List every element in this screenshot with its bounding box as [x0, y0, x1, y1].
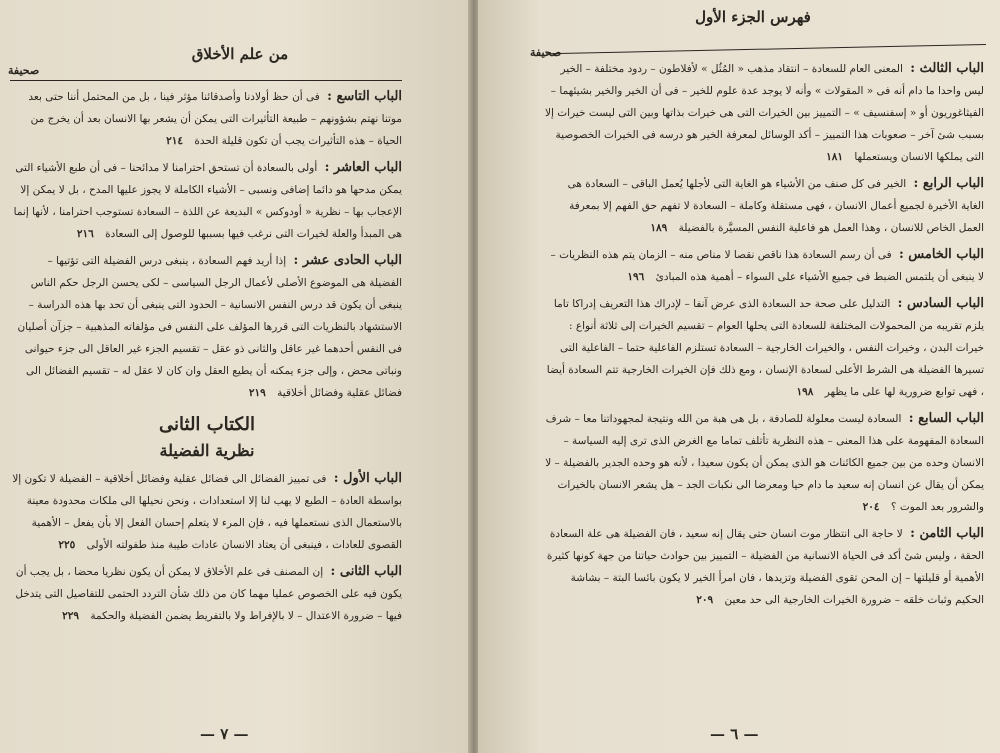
section-heading: نظرية الفضيلة [159, 441, 255, 460]
page-number: ١٩٨ [796, 386, 814, 398]
chapter-title: الباب الثانى : [330, 564, 402, 579]
toc-entry [544, 293, 984, 403]
chapter-summary: فى أن حظ أولادنا وأصدقائنا مؤثر فينا ، بل من المحتمل أننا حتى بعد موتنا نهتم بشؤونهم – طبيعة التأثيرات التى يمكن أن يشعر بها الانسان بعد أن يخرج من الحياة – هذه التأثيرات يجب أن تكون قليلة الحدة [28, 91, 402, 147]
chapter-title: الباب الحادى عشر : [293, 253, 402, 268]
toc-entry [12, 86, 402, 152]
chapter-summary: إذا أريد فهم السعادة ، ينبغى درس الفضيلة التى تؤتيها – الفضيلة هى الموضوع الأصلى لأعمال الرجل السياسى – لكى يحسن الرجل حكم الناس ينبغى أن يكون قد درس النفس الانسانية – الحدود التى ينبغى أن تحد بها هذه الدراسة – الاستشهاد بالنظريات التى قررها المؤلف على النفس فى مؤلفاته المذهبية – جزآن أصليان فى النفس أحدهما غير عاقل والثانى ذو عقل – تقسيم الجزء غير العاقل الى جزء حيوانى ونباتى محض ، وإلى جزء يمكنه أن يطيع العقل وان كان لا عقل له – تقسيم الفضائل الى فضائل عقلية وفضائل أخلاقية [17, 255, 402, 399]
page-number: ٢٠٩ [696, 594, 714, 606]
toc-entry [544, 408, 984, 518]
chapter-summary: السعادة ليست معلولة للصادفة ، بل هى هبة من الله ونتيجة لمجهوداتنا معا – شرف السعادة المفهومة على هذا المعنى – هذه النظرية تأتلف تماما مع الغرض الذى ترى إليه السياسة – الانسان وحده من بين جميع الكائنات هو الذى يمكن أن يكون سعيدا ، لأنه هو وحده الجدير بالفضيلة – لا يمكن أن يقال عن انسان إنه سعيد ما دام حيا ومعرضا الى نكبات الجد – هل يشعر الانسان بالخيرات والشرور بعد الموت ؟ [545, 413, 984, 513]
left-page [0, 0, 470, 753]
chapter-summary: لا حاجة الى انتظار موت انسان حتى يقال إنه سعيد ، فان الفضيلة هى علة السعادة الحقة ، وليس شئ أكد فى الحياة الانسانية من الفضيلة – التمييز بين حوادث حياتنا من جهة كونها كثيرة الأهمية أو قليلتها – إن المحن تقوى الفضيلة وتزيدها ، فان امرأ الخير لا يكون بائسا البتة – بشاشة الحكيم وثبات خلقه – ضرورة الخيرات الخارجية الى حد معين [546, 528, 984, 606]
chapter-title: الباب التاسع : [327, 89, 402, 104]
page-number: ٢٢٥ [58, 539, 76, 551]
chapter-title: الباب الرابع : [913, 176, 984, 191]
right-page [478, 0, 1000, 753]
running-head: فهرس الجزء الأول [695, 8, 811, 26]
chapter-title: الباب العاشر : [324, 160, 402, 175]
chapter-summary: أولى بالسعادة أن تستحق احترامنا لا مدائحنا – فى أن طبع الأشياء التى يمكن مدحها هو دائما إضافى ونسبى – الأشياء الكاملة لا يجوز عليها المدح ، بل لا يمكن إلا الإعجاب بها – نظرية « أودوكس » البديعة عن اللذة – السعادة تستوجب احترامنا ، لأنها إنما هى المبدأ والعلة لخيرات التى نرغب فيها بسببها للوصول إلى السعادة [13, 162, 402, 240]
page-number: ٢٢٩ [62, 610, 80, 622]
chapter-title: الباب الثامن : [910, 526, 984, 541]
page-number: ٢٠٤ [862, 501, 880, 513]
toc-entry [544, 58, 984, 168]
toc-entries [544, 58, 984, 616]
toc-entry [544, 523, 984, 611]
page-column-label: صحيفة [530, 46, 562, 59]
header-rule [546, 44, 986, 54]
page-column-label: صحيفة [8, 64, 40, 77]
chapter-summary: التدليل على صحة حد السعادة الذى عرض آنفا – لإدراك هذا التعريف إدراكا تاما يلزم تقريبه من المحمولات المختلفة للسعادة التى يحلها العوام – تقسيم الخيرات إلى ثلاثة أنواع : خيرات البدن ، وخيرات النفس ، والخيرات الخارجية – السعادة تستلزم الفاعلية حتما – الفاعلية التى تسيرها الفضيلة هى الشرط الأعلى لسعادة الإنسان ، ومع ذلك فإن الخيرات الخارجية تتم السعادة أيضا ، فهى توابع ضرورية لها على ما يظهر [546, 298, 984, 398]
toc-entry [12, 250, 402, 404]
page-number: ١٨٩ [650, 222, 668, 234]
page-number: ١٩٦ [627, 271, 645, 283]
page-number: ٢١٤ [166, 135, 184, 147]
toc-entry [12, 157, 402, 245]
folio-number: — ٧ — [200, 725, 249, 743]
chapter-title: الباب السابع : [908, 411, 984, 426]
chapter-title: الباب الثالث : [910, 61, 984, 76]
toc-entry [544, 173, 984, 239]
chapter-title: الباب السادس : [897, 296, 984, 311]
chapter-title: الباب الأول : [333, 471, 402, 486]
page-number: ٢١٦ [76, 228, 94, 240]
chapter-title: الباب الخامس : [898, 247, 984, 262]
chapter-summary: إن المصنف فى علم الأخلاق لا يمكن أن يكون نظريا محضا ، بل يجب أن يكون فيه على الخصوص عمليا مهما كان من ذلك شأن التردد الحتمى للتفاصيل التى يتدخل فيها – ضرورة الاعتدال – لا بالإفراط ولا بالتفريط يضمن الفضيلة والحكمة [15, 566, 402, 622]
chapter-summary: الخير فى كل صنف من الأشياء هو الغاية التى لأجلها يُعمل الباقى – السعادة هى الغاية الأخيرة لجميع أعمال الانسان ، فهى مستقلة وكاملة – السعادة لا تفهم حق الفهم إلا بمعرفة العمل الخاص للانسان ، وهذا العمل هو فاعلية النفس المسيَّرة بالفضيلة [567, 178, 984, 234]
running-head: من علم الأخلاق [191, 45, 289, 63]
chapter-summary: المعنى العام للسعادة – انتقاد مذهب « المُثُل » لأفلاطون – ردود مختلفة – الخير ليس واحدا ما دام أنه فى « المقولات » وأنه لا يوجد عدة علوم للخير – فى أن الخير والخير بشيئهما – الفيثاغوريون أو « إسفنسيف » – التمييز بين الخيرات التى هى خيرات بذاتها وبين التى ليست خيرات إلا بسبب شئ آخر – صعوبات هذا التمييز – أكد الوسائل لمعرفة الخير هو درسه فى الخيرات الخصوصية التى يملكها الانسان ويستعملها [545, 63, 984, 163]
toc-entry [544, 244, 984, 288]
page-number: ١٨١ [826, 151, 844, 163]
chapter-summary: فى أن رسم السعادة هذا ناقص نقصا لا مناص منه – الزمان يتم هذه النظريات – لا ينبغى أن يلتمس الضبط فى جميع الأشياء على السواء – أهمية هذه المبادئ [550, 249, 984, 283]
page-number: ٢١٩ [248, 387, 266, 399]
chapter-summary: فى تمييز الفضائل الى فضائل عقلية وفضائل أخلاقية – الفضيلة لا تكون إلا بواسطة العادة – الطبع لا يهب لنا إلا استعدادات ، ونحن نحيلها الى ملكات محدودة معينة بالاستعمال الذى نستعملها فيه ، فإن المرء لا يتعلم إحسان الفعل إلا بأن يفعل – الأهمية القصوى للعادات ، فينبغى أن يعتاد الانسان عادات طيبة منذ طفولته الأولى [12, 473, 402, 551]
book-heading: الكتاب الثانى [159, 414, 255, 435]
folio-number: — ٦ — [710, 725, 759, 743]
header-rule [10, 80, 402, 81]
toc-entry [12, 468, 402, 556]
toc-entry [12, 561, 402, 627]
toc-entries [12, 86, 402, 632]
